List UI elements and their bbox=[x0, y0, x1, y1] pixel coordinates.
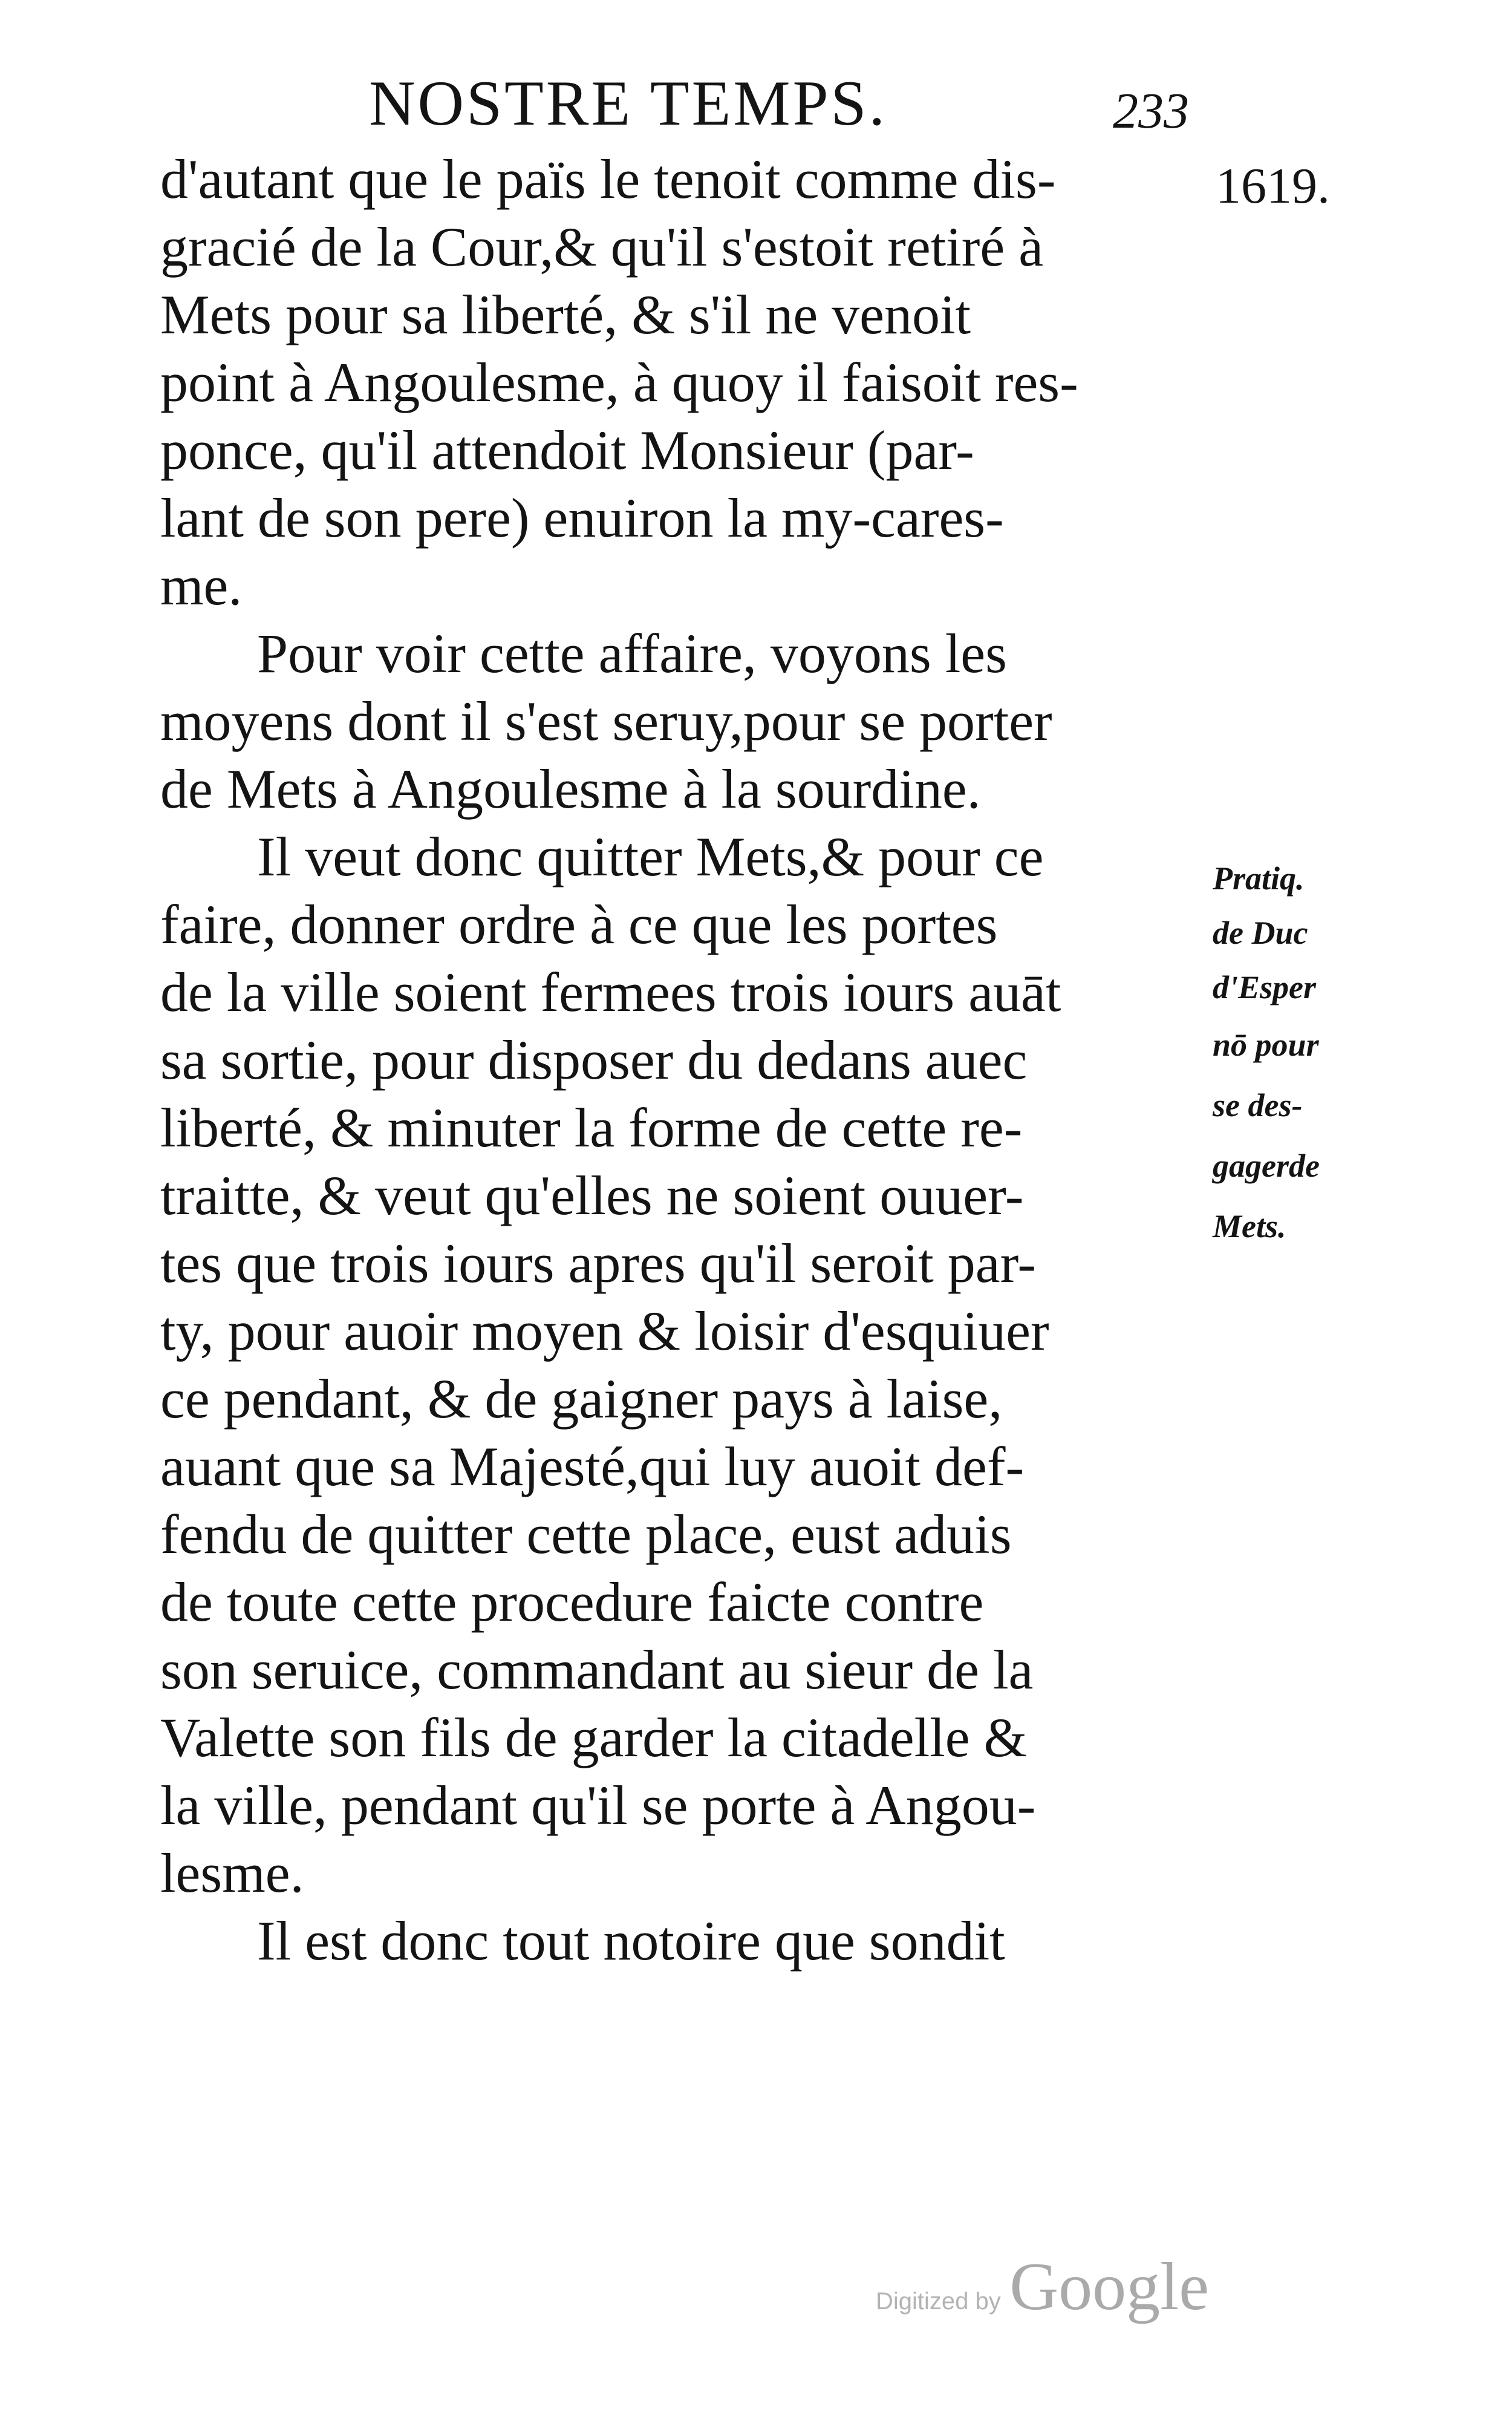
text-line: faire, donner ordre à ce que les portes bbox=[160, 894, 998, 955]
text-line: d'autant que le païs le tenoit comme dis- bbox=[160, 148, 1056, 210]
text-line: me. bbox=[160, 555, 243, 616]
margin-year: 1619. bbox=[1216, 158, 1330, 214]
text-line: auant que sa Majesté,qui luy auoit def- bbox=[160, 1436, 1025, 1497]
text-line: Valette son fils de garder la citadelle & bbox=[160, 1707, 1028, 1768]
text-line: liberté, & minuter la forme de cette re- bbox=[160, 1097, 1023, 1159]
text-line: sa sortie, pour disposer du dedans auec bbox=[160, 1029, 1028, 1091]
text-line: de toute cette procedure faicte contre bbox=[160, 1571, 984, 1633]
digitized-watermark bbox=[876, 2248, 1209, 2326]
text-line: la ville, pendant qu'il se porte à Angou- bbox=[160, 1774, 1036, 1836]
text-line: lesme. bbox=[160, 1842, 304, 1904]
text-line: ty, pour auoir moyen & loisir d'esquiuer bbox=[160, 1300, 1049, 1362]
text-line: traitte, & veut qu'elles ne soient ouuer- bbox=[160, 1165, 1024, 1226]
text-line: tes que trois iours apres qu'il seroit par- bbox=[160, 1232, 1037, 1294]
text-line: Pour voir cette affaire, voyons les bbox=[257, 623, 1007, 684]
text-line: lant de son pere) enuiron la my-cares- bbox=[160, 487, 1004, 549]
text-line: de la ville soient fermees trois iours auāt bbox=[160, 961, 1061, 1023]
text-line: gracié de la Cour,& qu'il s'estoit retiré à bbox=[160, 216, 1044, 278]
margin-note-line: de Duc bbox=[1213, 915, 1308, 951]
text-line: de Mets à Angoulesme à la sourdine. bbox=[160, 758, 981, 820]
text-line: son seruice, commandant au sieur de la bbox=[160, 1639, 1034, 1701]
text-line: Mets pour sa liberté, & s'il ne venoit bbox=[160, 284, 971, 345]
text-line: ce pendant, & de gaigner pays à laise, bbox=[160, 1368, 1003, 1430]
text-line: fendu de quitter cette place, eust aduis bbox=[160, 1503, 1012, 1565]
text-line: point à Angoulesme, à quoy il faisoit res- bbox=[160, 351, 1078, 413]
margin-note-line: nō pour bbox=[1213, 1027, 1319, 1063]
text-line: Il veut donc quitter Mets,& pour ce bbox=[257, 826, 1044, 887]
page-number: 233 bbox=[1113, 83, 1189, 139]
text-line: Il est donc tout notoire que sondit bbox=[257, 1910, 1005, 1972]
margin-note-line: Mets. bbox=[1213, 1208, 1286, 1244]
watermark-prefix: Digitized by bbox=[876, 2288, 1001, 2315]
text-line: ponce, qu'il attendoit Monsieur (par- bbox=[160, 419, 974, 481]
text-line: moyens dont il s'est seruy,pour se porter bbox=[160, 690, 1052, 752]
margin-note-line: gagerde bbox=[1213, 1148, 1320, 1184]
margin-note-line: d'Esper bbox=[1213, 969, 1317, 1005]
margin-note-line: se des- bbox=[1213, 1087, 1303, 1123]
google-logo: Google bbox=[1009, 2249, 1209, 2324]
running-header: NOSTRE TEMPS. bbox=[369, 68, 887, 139]
margin-note-line: Pratiq. bbox=[1213, 860, 1305, 897]
